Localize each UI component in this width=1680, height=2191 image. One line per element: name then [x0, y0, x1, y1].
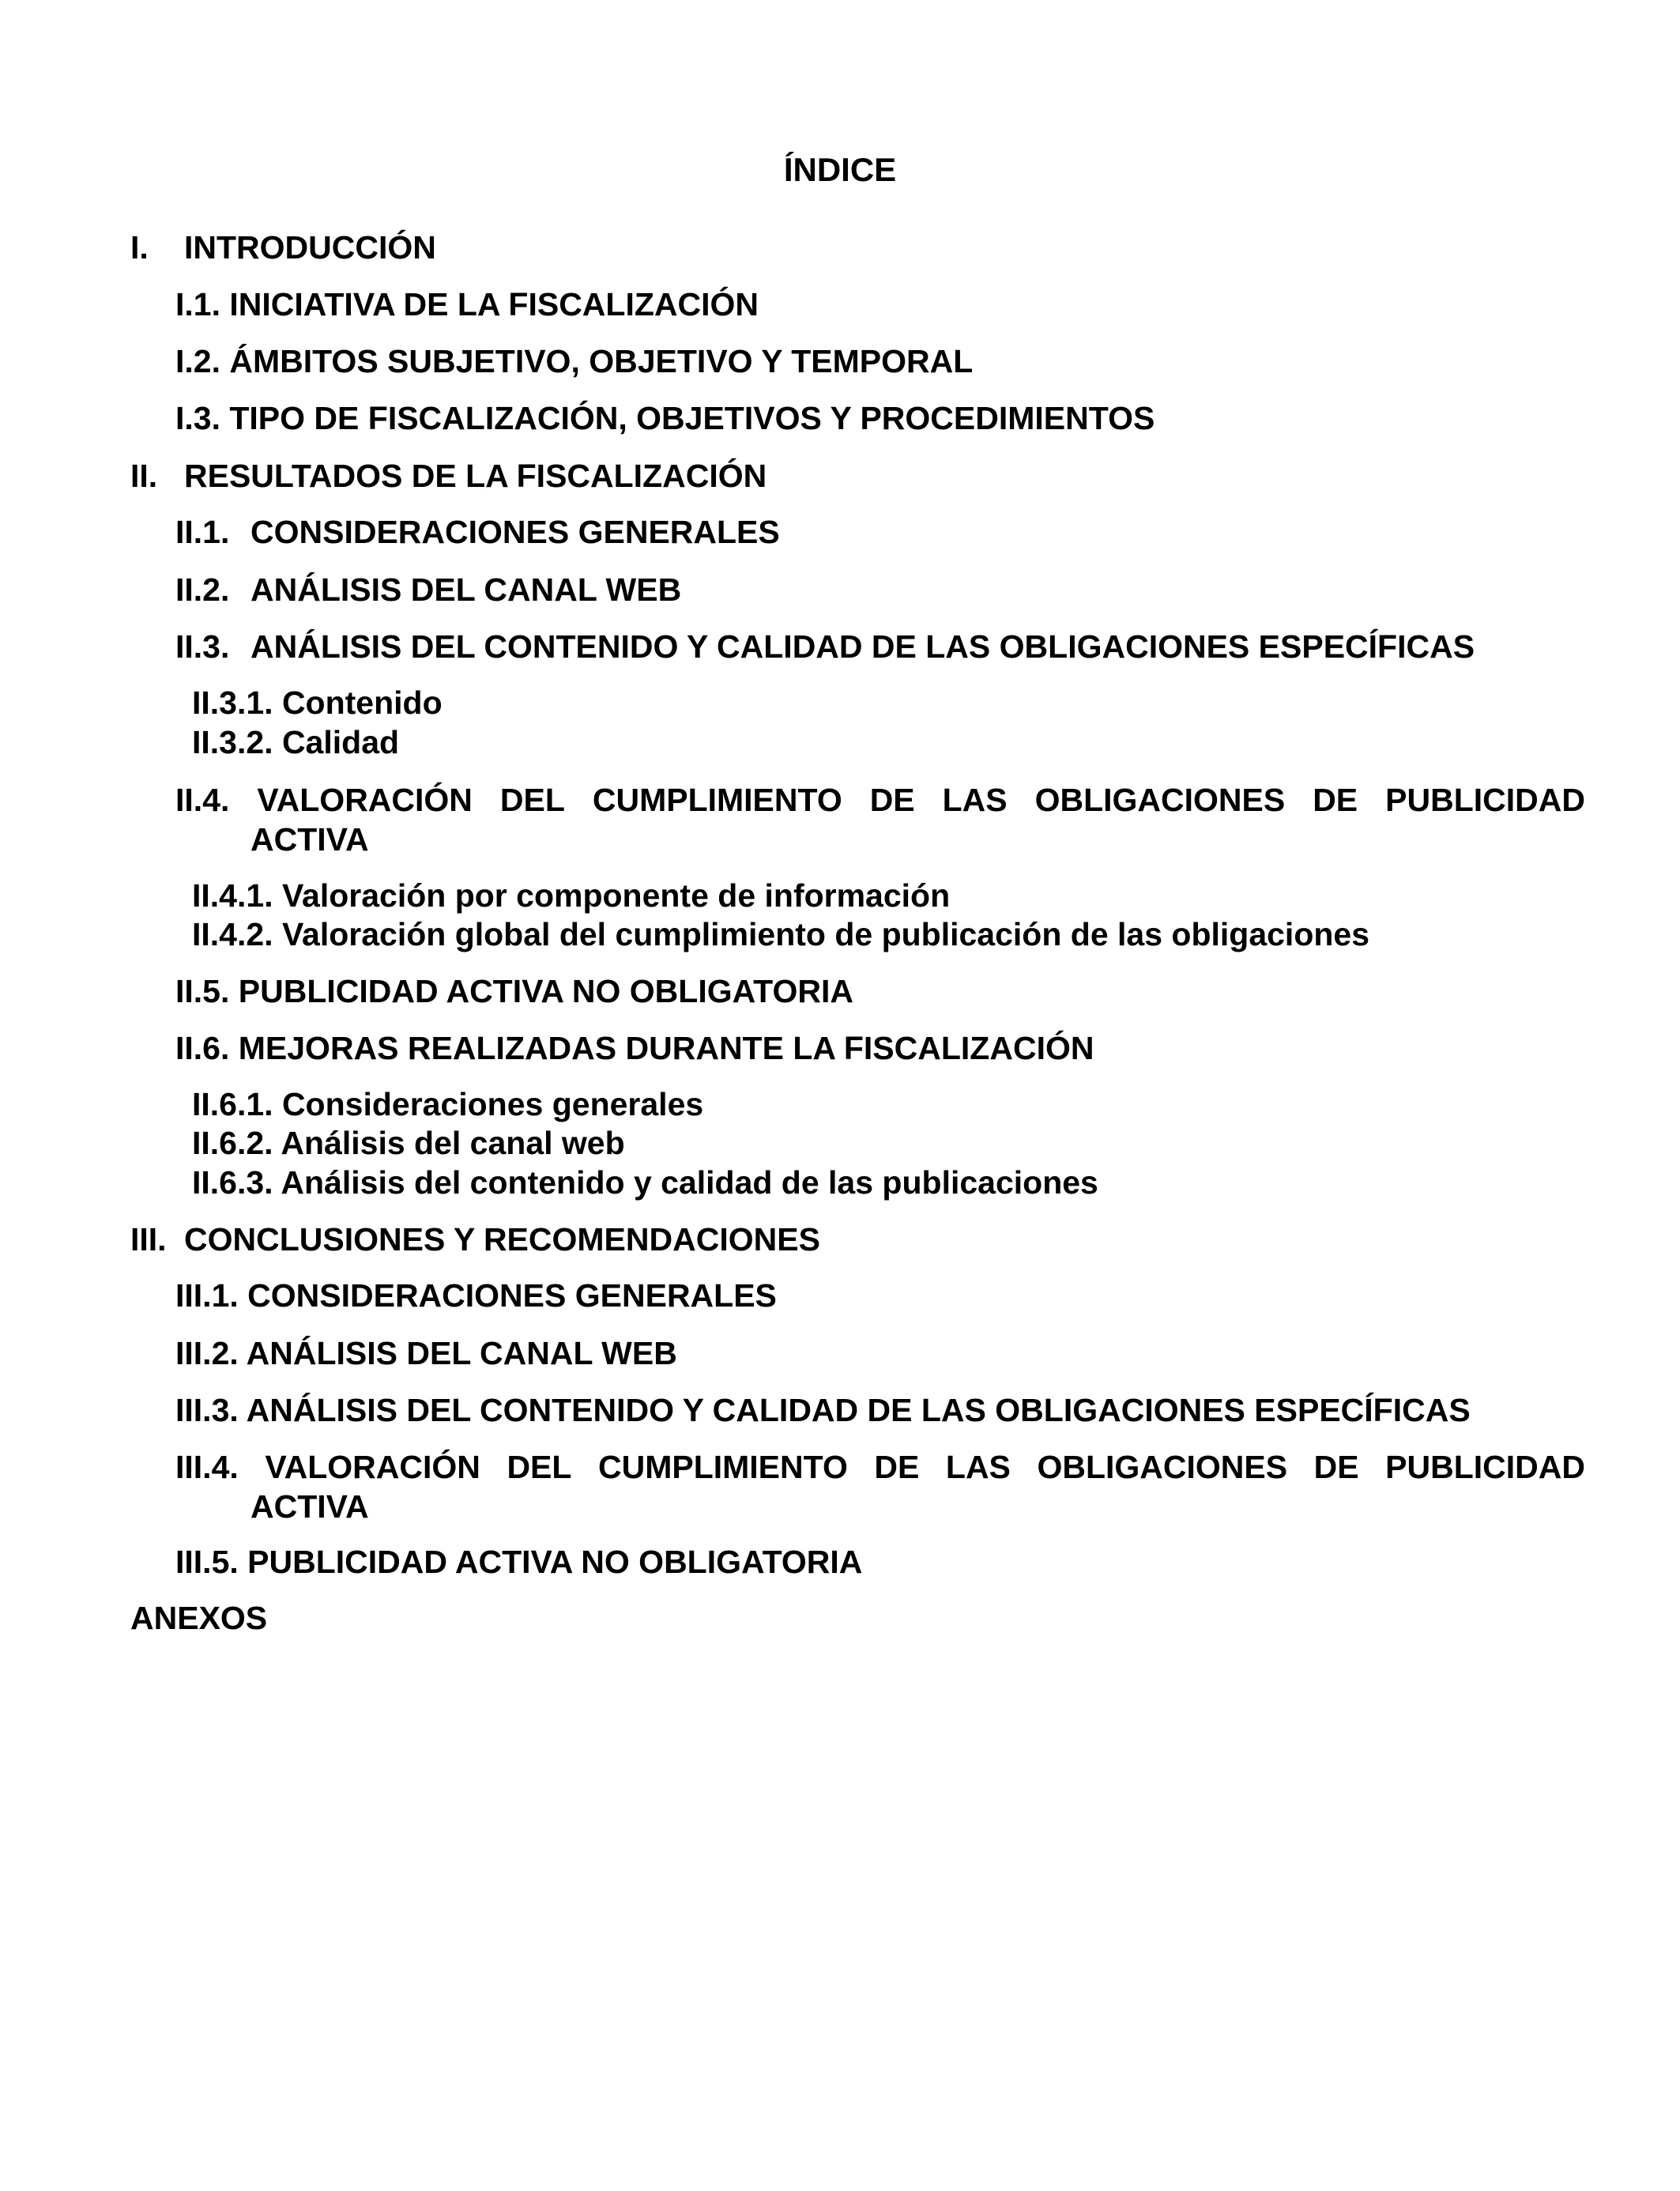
toc-word: PUBLICIDAD [1385, 1449, 1585, 1485]
toc-entry-ii-6-1 [192, 1084, 703, 1124]
toc-word: LAS [942, 782, 1008, 818]
toc-entry-text: III.1. CONSIDERACIONES GENERALES [175, 1277, 777, 1314]
toc-entry-iii-5 [175, 1542, 862, 1582]
toc-entry-continuation: ACTIVA [250, 1488, 369, 1525]
toc-entry-ii-2 [175, 570, 681, 609]
toc-entry-text: ANÁLISIS DEL CANAL WEB [250, 571, 682, 608]
toc-entry-text: ANÁLISIS DEL CONTENIDO Y CALIDAD DE LAS OBLIGACIONES ESPECÍFICAS [250, 628, 1475, 665]
toc-word: OBLIGACIONES [1037, 1449, 1288, 1485]
toc-entry-number: III. [130, 1221, 167, 1258]
toc-entry-number: III.4. [175, 1449, 239, 1485]
toc-entry-number: II.4. [175, 782, 230, 818]
toc-entry-text: III.5. PUBLICIDAD ACTIVA NO OBLIGATORIA [175, 1544, 863, 1580]
toc-entry-ii-4-2 [192, 914, 1369, 954]
toc-entry-i-1 [175, 285, 759, 324]
toc-entry-text: II.6.3. Análisis del contenido y calidad de las publicaciones [192, 1164, 1098, 1201]
toc-entry-number: II. [130, 458, 158, 494]
toc-entry-ii-4 [175, 780, 1585, 859]
toc-entry-text: INTRODUCCIÓN [184, 229, 436, 266]
toc-entry-ii-3-2 [192, 722, 399, 762]
toc-entry-ii-1 [175, 512, 780, 552]
toc-entry-text: II.4.1. Valoración por componente de información [192, 877, 951, 914]
toc-entry-text: II.6.1. Consideraciones generales [192, 1086, 704, 1122]
toc-word: CUMPLIMIENTO [592, 782, 842, 818]
toc-word: OBLIGACIONES [1034, 782, 1286, 818]
toc-entry-section-i [130, 228, 436, 267]
toc-entry-text: II.5. PUBLICIDAD ACTIVA NO OBLIGATORIA [175, 973, 853, 1009]
toc-entry-section-ii [130, 456, 767, 496]
toc-entry-text: II.3.2. Calidad [192, 724, 400, 760]
toc-word: PUBLICIDAD [1385, 782, 1585, 818]
toc-word: DEL [507, 1449, 572, 1485]
toc-entry-text: III.2. ANÁLISIS DEL CANAL WEB [175, 1335, 677, 1371]
toc-entry-iii-2 [175, 1333, 677, 1373]
toc-entry-ii-6-3 [192, 1163, 1098, 1202]
toc-entry-ii-5 [175, 971, 853, 1011]
toc-entry-text: II.6. MEJORAS REALIZADAS DURANTE LA FISCALIZACIÓN [175, 1030, 1094, 1066]
toc-entry-text: III.3. ANÁLISIS DEL CONTENIDO Y CALIDAD DE LAS OBLIGACIONES ESPECÍFICAS [175, 1392, 1471, 1428]
toc-entry-anexos [130, 1598, 267, 1638]
toc-entry-text: ANEXOS [130, 1600, 268, 1636]
toc-word: DEL [499, 782, 565, 818]
page-title: ÍNDICE [783, 151, 897, 188]
toc-entry-number: II.1. [175, 514, 230, 550]
toc-entry-ii-3 [175, 627, 1475, 666]
toc-entry-number: II.2. [175, 571, 230, 608]
toc-entry-text: CONSIDERACIONES GENERALES [250, 514, 780, 550]
toc-entry-section-iii [130, 1220, 820, 1259]
toc-entry-text: I.2. ÁMBITOS SUBJETIVO, OBJETIVO Y TEMPORAL [175, 343, 974, 379]
toc-entry-text: II.4.2. Valoración global del cumplimiento de publicación de las obligaciones [192, 916, 1370, 952]
toc-entry-continuation: ACTIVA [250, 821, 369, 858]
toc-entry-text: I.1. INICIATIVA DE LA FISCALIZACIÓN [175, 286, 759, 322]
toc-word: DE [874, 1449, 920, 1485]
toc-entry-ii-3-1 [192, 683, 443, 722]
toc-entry-text: CONCLUSIONES Y RECOMENDACIONES [184, 1221, 820, 1258]
toc-entry-ii-6-2 [192, 1123, 625, 1163]
toc-entry-iii-1 [175, 1276, 777, 1315]
toc-entry-i-3 [175, 398, 1155, 438]
toc-entry-text: I.3. TIPO DE FISCALIZACIÓN, OBJETIVOS Y PROCEDIMIENTOS [175, 400, 1155, 436]
toc-word: DE [869, 782, 915, 818]
toc-entry-ii-6 [175, 1028, 1094, 1068]
toc-entry-text: RESULTADOS DE LA FISCALIZACIÓN [184, 458, 767, 494]
toc-entry-text: II.6.2. Análisis del canal web [192, 1125, 625, 1161]
toc-entry-i-2 [175, 341, 973, 381]
toc-entry-number: I. [130, 229, 149, 266]
toc-entry-text: II.3.1. Contenido [192, 684, 443, 721]
toc-entry-iii-3 [175, 1390, 1471, 1430]
toc-word: LAS [945, 1449, 1011, 1485]
toc-entry-iii-4 [175, 1447, 1585, 1526]
toc-word: CUMPLIMIENTO [597, 1449, 848, 1485]
toc-word: DE [1313, 1449, 1359, 1485]
toc-entry-number: II.3. [175, 628, 230, 665]
toc-word: DE [1313, 782, 1358, 818]
toc-word: VALORACIÓN [257, 782, 473, 818]
toc-entry-ii-4-1 [192, 876, 950, 915]
toc-word: VALORACIÓN [265, 1449, 480, 1485]
